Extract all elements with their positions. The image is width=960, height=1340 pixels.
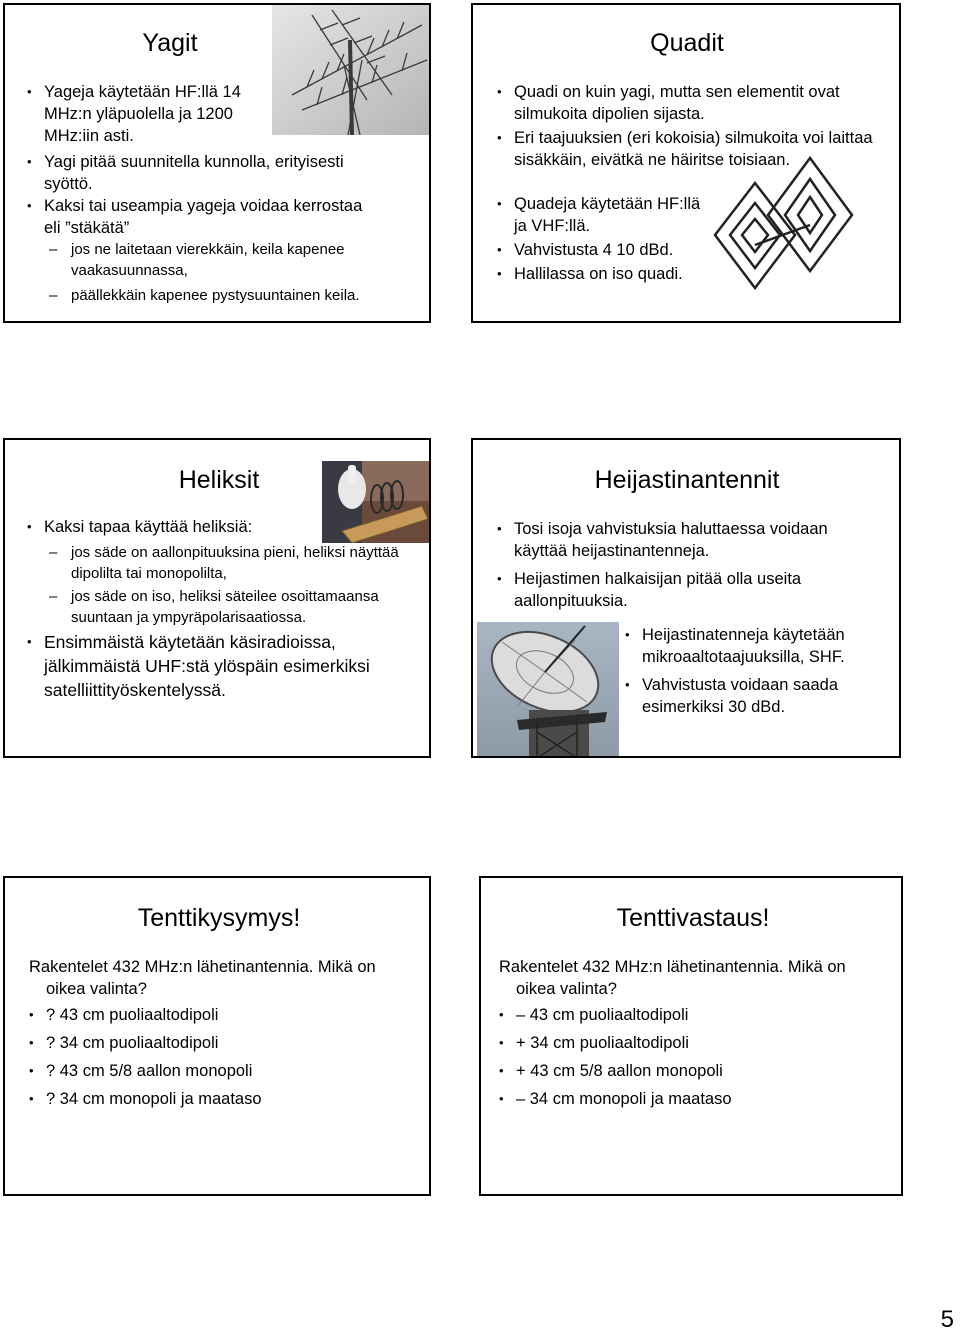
- bullet-item: • Kaksi tapaa käyttää heliksiä:: [27, 516, 344, 538]
- bullet-item: • Kaksi tai useampia yageja voidaa kerrostaa eli ”stäkätä”: [27, 195, 364, 239]
- slide-heijastinantennit: [471, 438, 901, 758]
- slide-tenttikysymys: [3, 876, 431, 1196]
- option-item: • + 43 cm 5/8 aallon monopoli: [499, 1060, 846, 1082]
- slide-quadit: [471, 3, 901, 323]
- sub-bullet-item: – jos säde on aallonpituuksina pieni, heliksi näyttää dipolilta tai monopolilta,: [49, 542, 401, 584]
- option-item: • ? 34 cm puoliaaltodipoli: [29, 1032, 376, 1054]
- bullet-item: • Ensimmäistä käytetään käsiradioissa, jälkimmäistä UHF:stä ylöspäin esimerkiksi satelliittityöskentelyssä.: [27, 630, 424, 702]
- sub-bullet-item: – jos säde on iso, heliksi säteilee osoittamaansa suuntaan ja ympyräpolarisaatiossa.: [49, 586, 431, 628]
- page-number: 5: [940, 1306, 954, 1333]
- bullet-item: • Heijastinatenneja käytetään mikroaaltotaajuuksilla, SHF.: [625, 624, 901, 668]
- sub-bullet-item: – päällekkäin kapenee pystysuuntainen keila.: [49, 285, 431, 306]
- option-item: • ? 43 cm puoliaaltodipoli: [29, 1004, 376, 1026]
- slide-title: Heijastinantennit: [594, 466, 780, 494]
- sub-bullet-item: – jos ne laitetaan vierekkäin, keila kapenee vaakasuunnassa,: [49, 239, 411, 281]
- slide-title: Tenttivastaus!: [616, 904, 770, 932]
- slide-title: Heliksit: [178, 466, 260, 494]
- question-text: Rakentelet 432 MHz:n lähetinantennia. Mikä on oikea valinta?: [29, 958, 376, 998]
- bullet-item: • Yagi pitää suunnitella kunnolla, erityisesti syöttö.: [27, 151, 394, 195]
- slide-title: Yagit: [142, 29, 198, 57]
- slide-title: Tenttikysymys!: [137, 904, 301, 932]
- bullet-item: • Quadeja käytetään HF:llä ja VHF:llä.: [497, 193, 714, 237]
- option-item: • ? 34 cm monopoli ja maataso: [29, 1088, 376, 1110]
- answer-text: Rakentelet 432 MHz:n lähetinantennia. Mikä on oikea valinta?: [499, 958, 846, 998]
- bullet-item: • Tosi isoja vahvistuksia haluttaessa voidaan käyttää heijastinantenneja.: [497, 518, 834, 562]
- bullet-item: • Heijastimen halkaisijan pitää olla useita aallonpituuksia.: [497, 568, 874, 612]
- option-item: • – 43 cm puoliaaltodipoli: [499, 1004, 846, 1026]
- slide-tenttivastaus: [479, 876, 903, 1196]
- slide-title: Quadit: [650, 29, 724, 57]
- slide-heliksit: [3, 438, 431, 758]
- bullet-item: • Vahvistusta 4 10 dBd.: [497, 239, 734, 261]
- option-item: • ? 43 cm 5/8 aallon monopoli: [29, 1060, 376, 1082]
- bullet-item: • Vahvistusta voidaan saada esimerkiksi 30 dBd.: [625, 674, 901, 718]
- option-item: • – 34 cm monopoli ja maataso: [499, 1088, 846, 1110]
- slide-yagit: [3, 3, 431, 323]
- option-item: • + 34 cm puoliaaltodipoli: [499, 1032, 846, 1054]
- bullet-item: • Hallilassa on iso quadi.: [497, 263, 734, 285]
- quad-loop-diagram: [710, 153, 860, 313]
- bullet-item: • Eri taajuuksien (eri kokoisia) silmukoita voi laittaa sisäkkäin, eivätkä ne häiritse toisiaan.: [497, 127, 894, 171]
- parabolic-dish-photo: [477, 622, 619, 758]
- bullet-item: • Quadi on kuin yagi, mutta sen elementit ovat silmukoita dipolien sijasta.: [497, 81, 884, 125]
- bullet-item: • Yageja käytetään HF:llä 14 MHz:n yläpuolella ja 1200 MHz:iin asti.: [27, 81, 269, 147]
- yagi-antenna-photo: [272, 5, 431, 135]
